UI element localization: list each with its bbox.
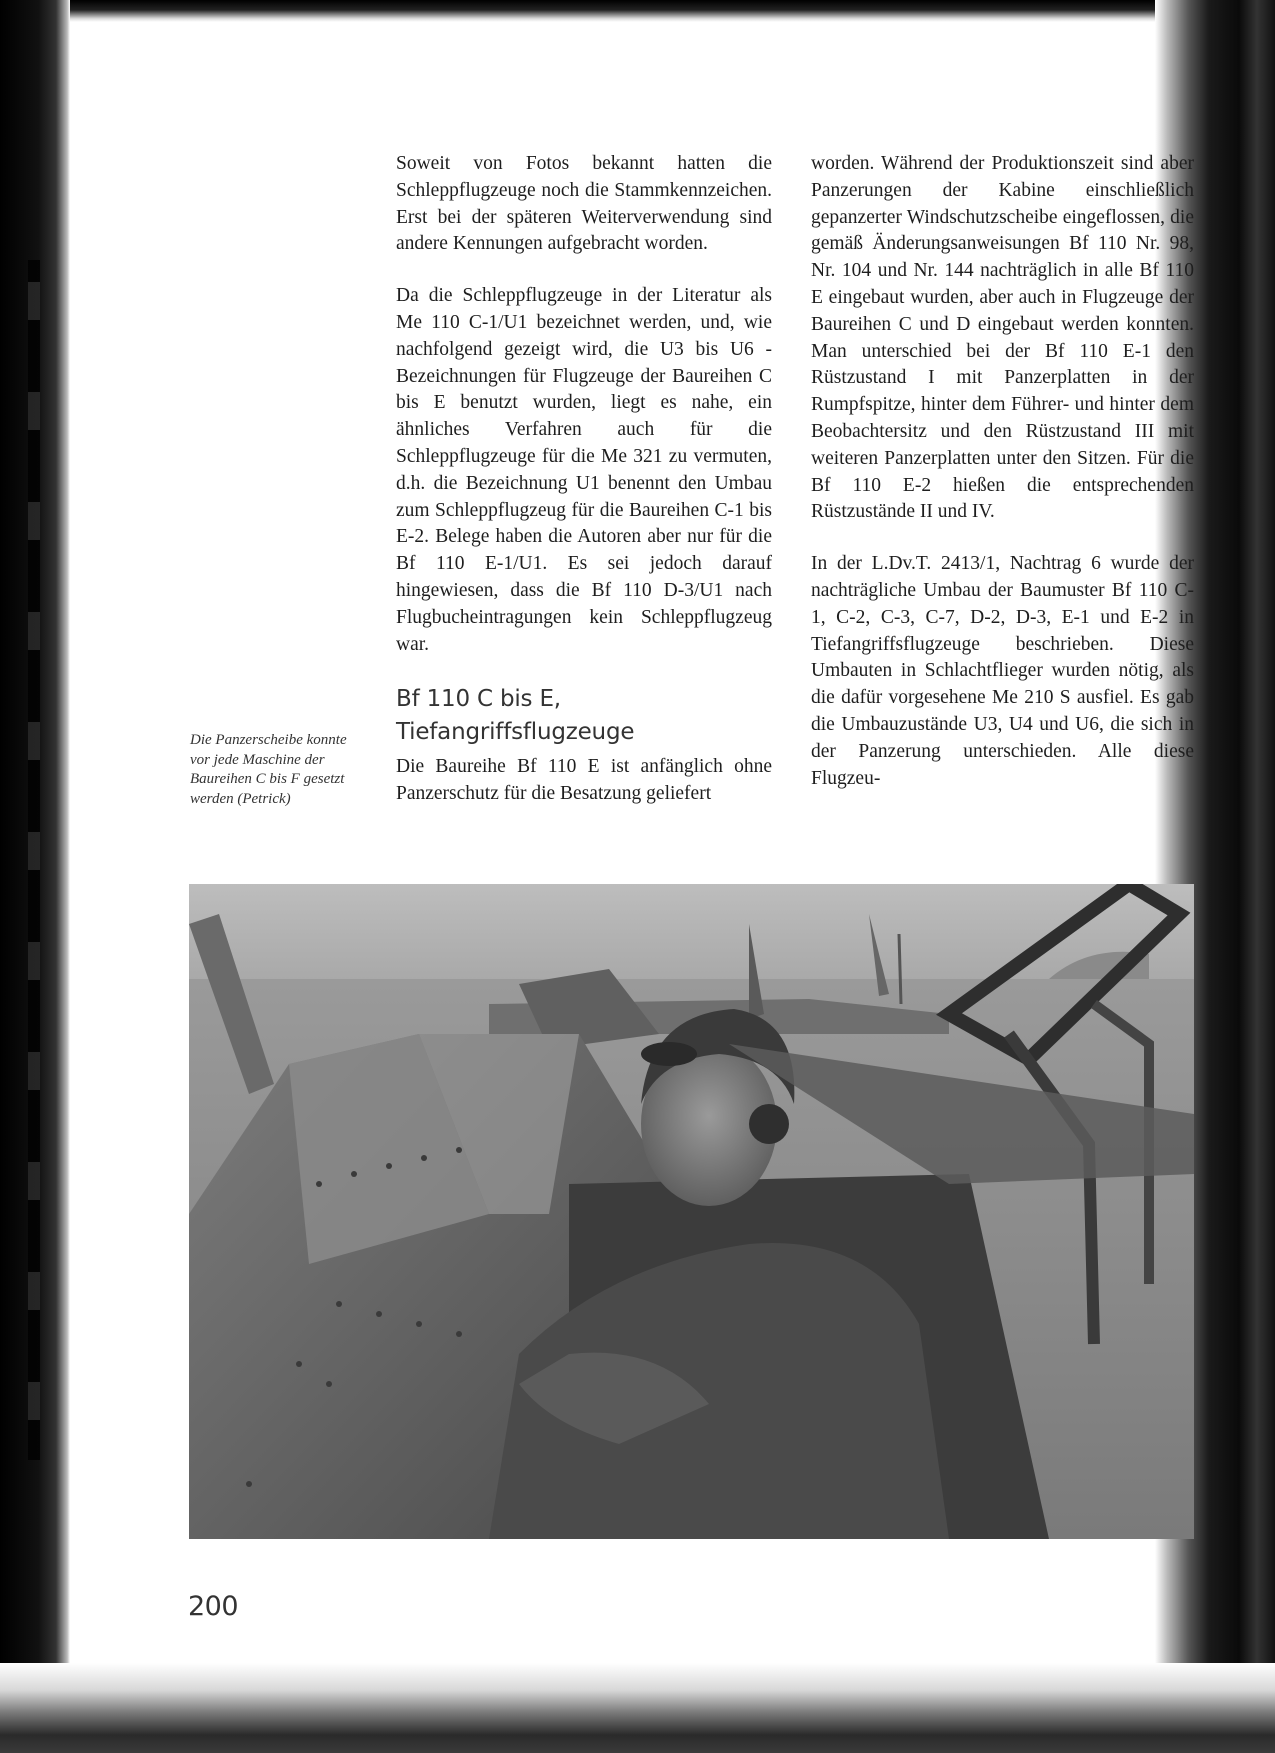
scan-binding-marks (28, 260, 40, 1460)
paragraph: In der L.Dv.T. 2413/1, Nachtrag 6 wurde der nachträgliche Umbau der Baumuster Bf 110 C-1, C-2, C-3, C-7, D-2, D-3, E-1 und E-2 in Tiefangriffsflugzeuge beschrieben. Diese Umbauten in Schlachtflieger wurden nötig, als die dafür vorgesehene Me 210 S ausfiel. Es gab die Umbauzustände U3, U4 und U6, die sich in der Panzerung unterschieden. Alle diese Flugzeu- (811, 553, 1194, 789)
section-heading (396, 683, 772, 749)
paragraph: Die Baureihe Bf 110 E ist anfänglich ohne Panzerschutz für die Besatzung geliefert (396, 756, 772, 805)
paragraph: worden. Während der Produktionszeit sind aber Panzerungen der Kabine einschließlich gepanzerter Windschutzscheibe eingeflossen, die gemäß Änderungsanweisungen Bf 110 Nr. 98, Nr. 104 und Nr. 144 nachträglich in alle Bf 110 E eingebaut wurden, aber auch in Flugzeuge der Baureihen C und D eingebaut werden konnten. Man unterschied bei der Bf 110 E-1 den Rüstzustand I mit Panzerplatten in der Rumpfspitze, hinter dem Führer- und hinter dem Beobachtersitz und den Rüstzustand III mit weiteren Panzerplatten unter den Sitzen. Für die Bf 110 E-2 hießen die entsprechenden Rüstzustände II und IV. (811, 153, 1194, 523)
section-heading-line: Tiefangriffsflugzeuge (396, 719, 635, 746)
photo-caption: Die Panzerscheibe konnte vor jede Maschine der Baureihen C bis F gesetzt werden (Petrick) (190, 732, 347, 807)
text-column-middle (396, 151, 772, 833)
pilot-in-cockpit-photo (189, 884, 1194, 1539)
page-number: 200 (188, 1591, 239, 1622)
text-column-right (811, 151, 1194, 817)
photo-illustration (189, 884, 1194, 1539)
section-heading-line: Bf 110 C bis E, (396, 686, 561, 713)
scan-edge-bottom (0, 1663, 1275, 1753)
scan-edge-top (0, 0, 1275, 22)
paragraph: Soweit von Fotos bekannt hatten die Schleppflugzeuge noch die Stammkennzeichen. Erst bei der späteren Weiterverwendung sind andere Kennungen aufgebracht worden. (396, 153, 772, 255)
paragraph: Da die Schleppflugzeuge in der Literatur als Me 110 C-1/U1 bezeichnet werden, und, wie nachfolgend gezeigt wird, die U3 bis U6 - Bezeichnungen für Flugzeuge der Baureihen C bis E benutzt wurden, liegt es nahe, ein ähnliches Verfahren auch für die Schleppflugzeuge für die Me 321 zu vermuten, d.h. die Bezeichnung U1 benennt den Umbau zum Schleppflugzeug für die Baureihen C-1 bis E-2. Belege haben die Autoren aber nur für die Bf 110 E-1/U1. Es sei jedoch darauf hingewiesen, dass die Bf 110 D-3/U1 nach Flugbucheintragungen kein Schleppflugzeug war. (396, 285, 772, 655)
